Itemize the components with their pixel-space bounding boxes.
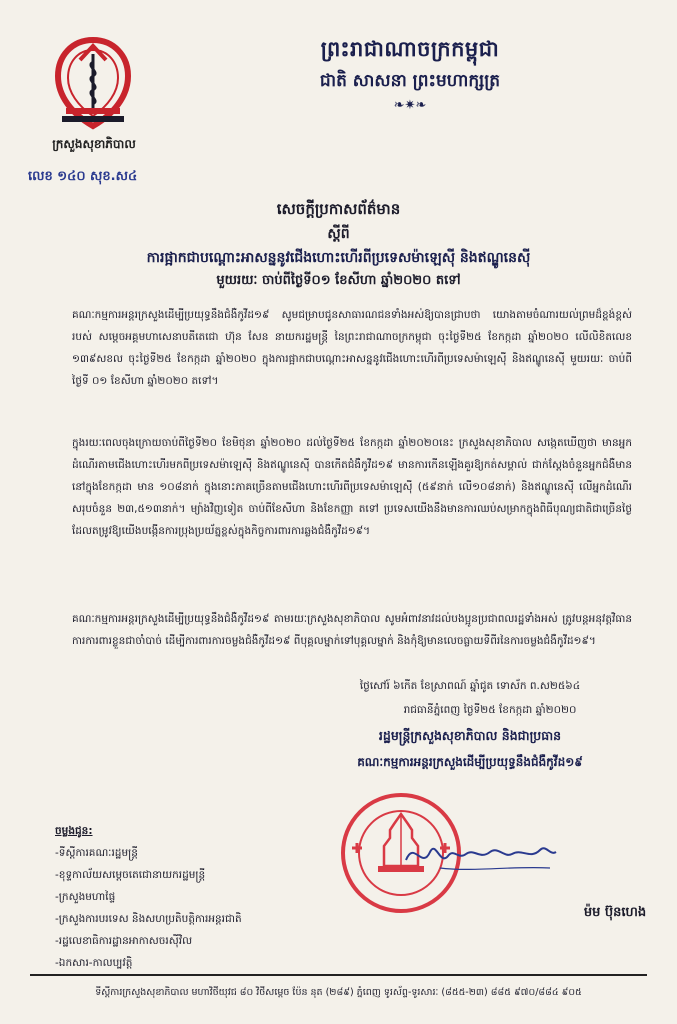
title-effective-date: មួយរយៈ ចាប់ពីថ្ងៃទី០១ ខែសីហា ឆ្នាំ២០២០ តទៅ bbox=[216, 273, 461, 288]
body-paragraph-2: ក្នុងរយៈពេលចុងក្រោយចាប់ពីថ្ងៃទី២០ ខែមិថុនា ឆ្នាំ២០២០ ដល់ថ្ងៃទី២៥ ខែកក្កដា ឆ្នាំ២០២០នេះ ក្រសួងសុខាភិបាល សង្កេតឃើញថា មានអ្នកដំណើរតាមជើងហោះហើរមកពីប្រទេសម៉ាឡេស៊ី និងឥណ្ឌូនេស៊ី បានកើតជំងឺកូវីដ១៩ មានការកើនឡើងគួរឱ្យកត់សម្គាល់ ជាក់ស្ដែងចំនួនអ្នកជំងឺមាននៅក្នុងខែកក្កដា មាន ១០៨នាក់ ក្នុងនោះភាគច្រើនតាមជើងហោះហើរពីប្រទេសម៉ាឡេស៊ី (៥៩នាក់ លើ១០៨នាក់) និងឥណ្ឌូនេស៊ី លើអ្នកដំណើរសរុបចំនួន ២៣,៥១៣នាក់។ ម្យ៉ាងវិញទៀត ចាប់ពីខែសីហា និងខែកញ្ញា តទៅ ប្រទេសយើងនឹងមានការឈប់សម្រាកក្នុងពិធីបុណ្យជាតិជាច្រើនថ្ងៃ ដែលតម្រូវឱ្យយើងបង្កើនការប្រុងប្រយ័ត្នខ្ពស់ក្នុងកិច្ចការពារការឆ្លងជំងឺកូវីដ១៩។ bbox=[72, 437, 632, 537]
title-subject-label: ស្ដីពី bbox=[327, 226, 350, 242]
ornament-icon: ❧✷❧ bbox=[393, 98, 427, 113]
ministry-logo-icon bbox=[50, 36, 136, 132]
recipient-item: -ទីស្ដីការគណៈរដ្ឋមន្ត្រី bbox=[55, 847, 138, 859]
recipients-list bbox=[55, 820, 315, 974]
lunar-date: ថ្ងៃសៅរ៍ ៦កើត ខែស្រាពណ៍ ឆ្នាំជូត ទោស័ក ព.ស២៥៦៤ bbox=[359, 680, 581, 692]
body-paragraph-1: គណៈកម្មការអន្តរក្រសួងដើម្បីប្រយុទ្ធនឹងជំងឺកូវីដ១៩ សូមជម្រាបជូនសាធារណជនទាំងអស់ឱ្យបានជ្រាបថា យោងតាមចំណារយល់ព្រមដ៏ខ្ពង់ខ្ពស់របស់ សម្ដេចអគ្គមហាសេនាបតីតេជោ ហ៊ុន សែន នាយករដ្ឋមន្ត្រី នៃព្រះរាជាណាចក្រកម្ពុជា ចុះថ្ងៃទី២៥ ខែកក្កដា ឆ្នាំ២០២០ លើលិខិតលេខ ១៣៩សខល ចុះថ្ងៃទី២៥ ខែកក្កដា ឆ្នាំ២០២០ ក្នុងការផ្អាកជាបណ្ដោះអាសន្ននូវជើងហោះហើរពីប្រទេសម៉ាឡេស៊ី និងឥណ្ឌូនេស៊ី មួយរយៈ ចាប់ពីថ្ងៃទី ០១ ខែសីហា ឆ្នាំ២០២០ តទៅ។ bbox=[72, 309, 632, 387]
kingdom-heading: ព្រះរាជាណាចក្រកម្ពុជា bbox=[320, 37, 500, 61]
signatory-title: រដ្ឋមន្ត្រីក្រសួងសុខាភិបាល និងជាប្រធាន bbox=[378, 728, 562, 743]
title-subject: ការផ្អាកជាបណ្ដោះអាសន្ននូវជើងហោះហើរពីប្រទេសម៉ាឡេស៊ី និងឥណ្ឌូនេស៊ី bbox=[146, 250, 531, 266]
national-motto: ជាតិ សាសនា ព្រះមហាក្សត្រ bbox=[319, 71, 501, 91]
footer-divider bbox=[30, 974, 647, 976]
recipient-item: -ឯកសារ-កាលប្បវត្តិ bbox=[55, 957, 133, 969]
signer-name: ម៉ម ប៊ុនហេង bbox=[583, 905, 647, 920]
reference-number: លេខ ១៤០ សុខ.ស៤ bbox=[28, 169, 138, 184]
recipient-item: -ខុទ្ទកាល័យសម្ដេចតេជោនាយករដ្ឋមន្ត្រី bbox=[55, 869, 206, 881]
recipient-item: -ក្រសួងមហាផ្ទៃ bbox=[55, 891, 116, 903]
recipient-item: -រដ្ឋលេខាធិការដ្ឋានអាកាសចរស៊ីវិល bbox=[55, 935, 193, 947]
recipient-item: -ក្រសួងការបរទេស និងសហប្រតិបត្តិការអន្តរជាតិ bbox=[55, 913, 242, 925]
recipients-heading: ចម្លងជូន: bbox=[55, 825, 93, 837]
ministry-name: ក្រសួងសុខាភិបាល bbox=[52, 137, 136, 151]
document-title: សេចក្ដីប្រកាសព័ត៌មាន bbox=[276, 200, 401, 218]
handwritten-signature-icon bbox=[400, 830, 560, 880]
signatory-committee: គណៈកម្មការអន្តរក្រសួងដើម្បីប្រយុទ្ធនឹងជំងឺកូវីដ១៩ bbox=[357, 755, 583, 769]
body-paragraph-3: គណៈកម្មការអន្តរក្រសួងដើម្បីប្រយុទ្ធនឹងជំងឺកូវីដ១៩ តាមរយៈក្រសួងសុខាភិបាល សូមអំពាវនាវដល់បងប្អូនប្រជាពលរដ្ឋទាំងអស់ ត្រូវបន្តអនុវត្តវិធានការការពារខ្លួនជាចាំបាច់ ដើម្បីការពារការចម្លងជំងឺកូវីដ១៩ ពីបុគ្គលម្នាក់ទៅបុគ្គលម្នាក់ និងកុំឱ្យមានលេចធ្លាយទីពីរនៃការចម្លងជំងឺកូវីដ១៩។ bbox=[72, 613, 632, 647]
footer-address: ទីស្ដីការក្រសួងសុខាភិបាល មហាវិថីយុវជ ៨០ វិថីសម្ដេច ប៉ែន នុត (២៨៩) ភ្នំពេញ ទូរស័ព្ទ-ទូរសារៈ (៨៥៥-២៣) ៨៨៥ ៩៧០/៨៨៤ ៩០៥ bbox=[95, 987, 582, 998]
solar-date: រាជធានីភ្នំពេញ ថ្ងៃទី២៥ ខែកក្កដា ឆ្នាំ២០២០ bbox=[403, 704, 577, 716]
